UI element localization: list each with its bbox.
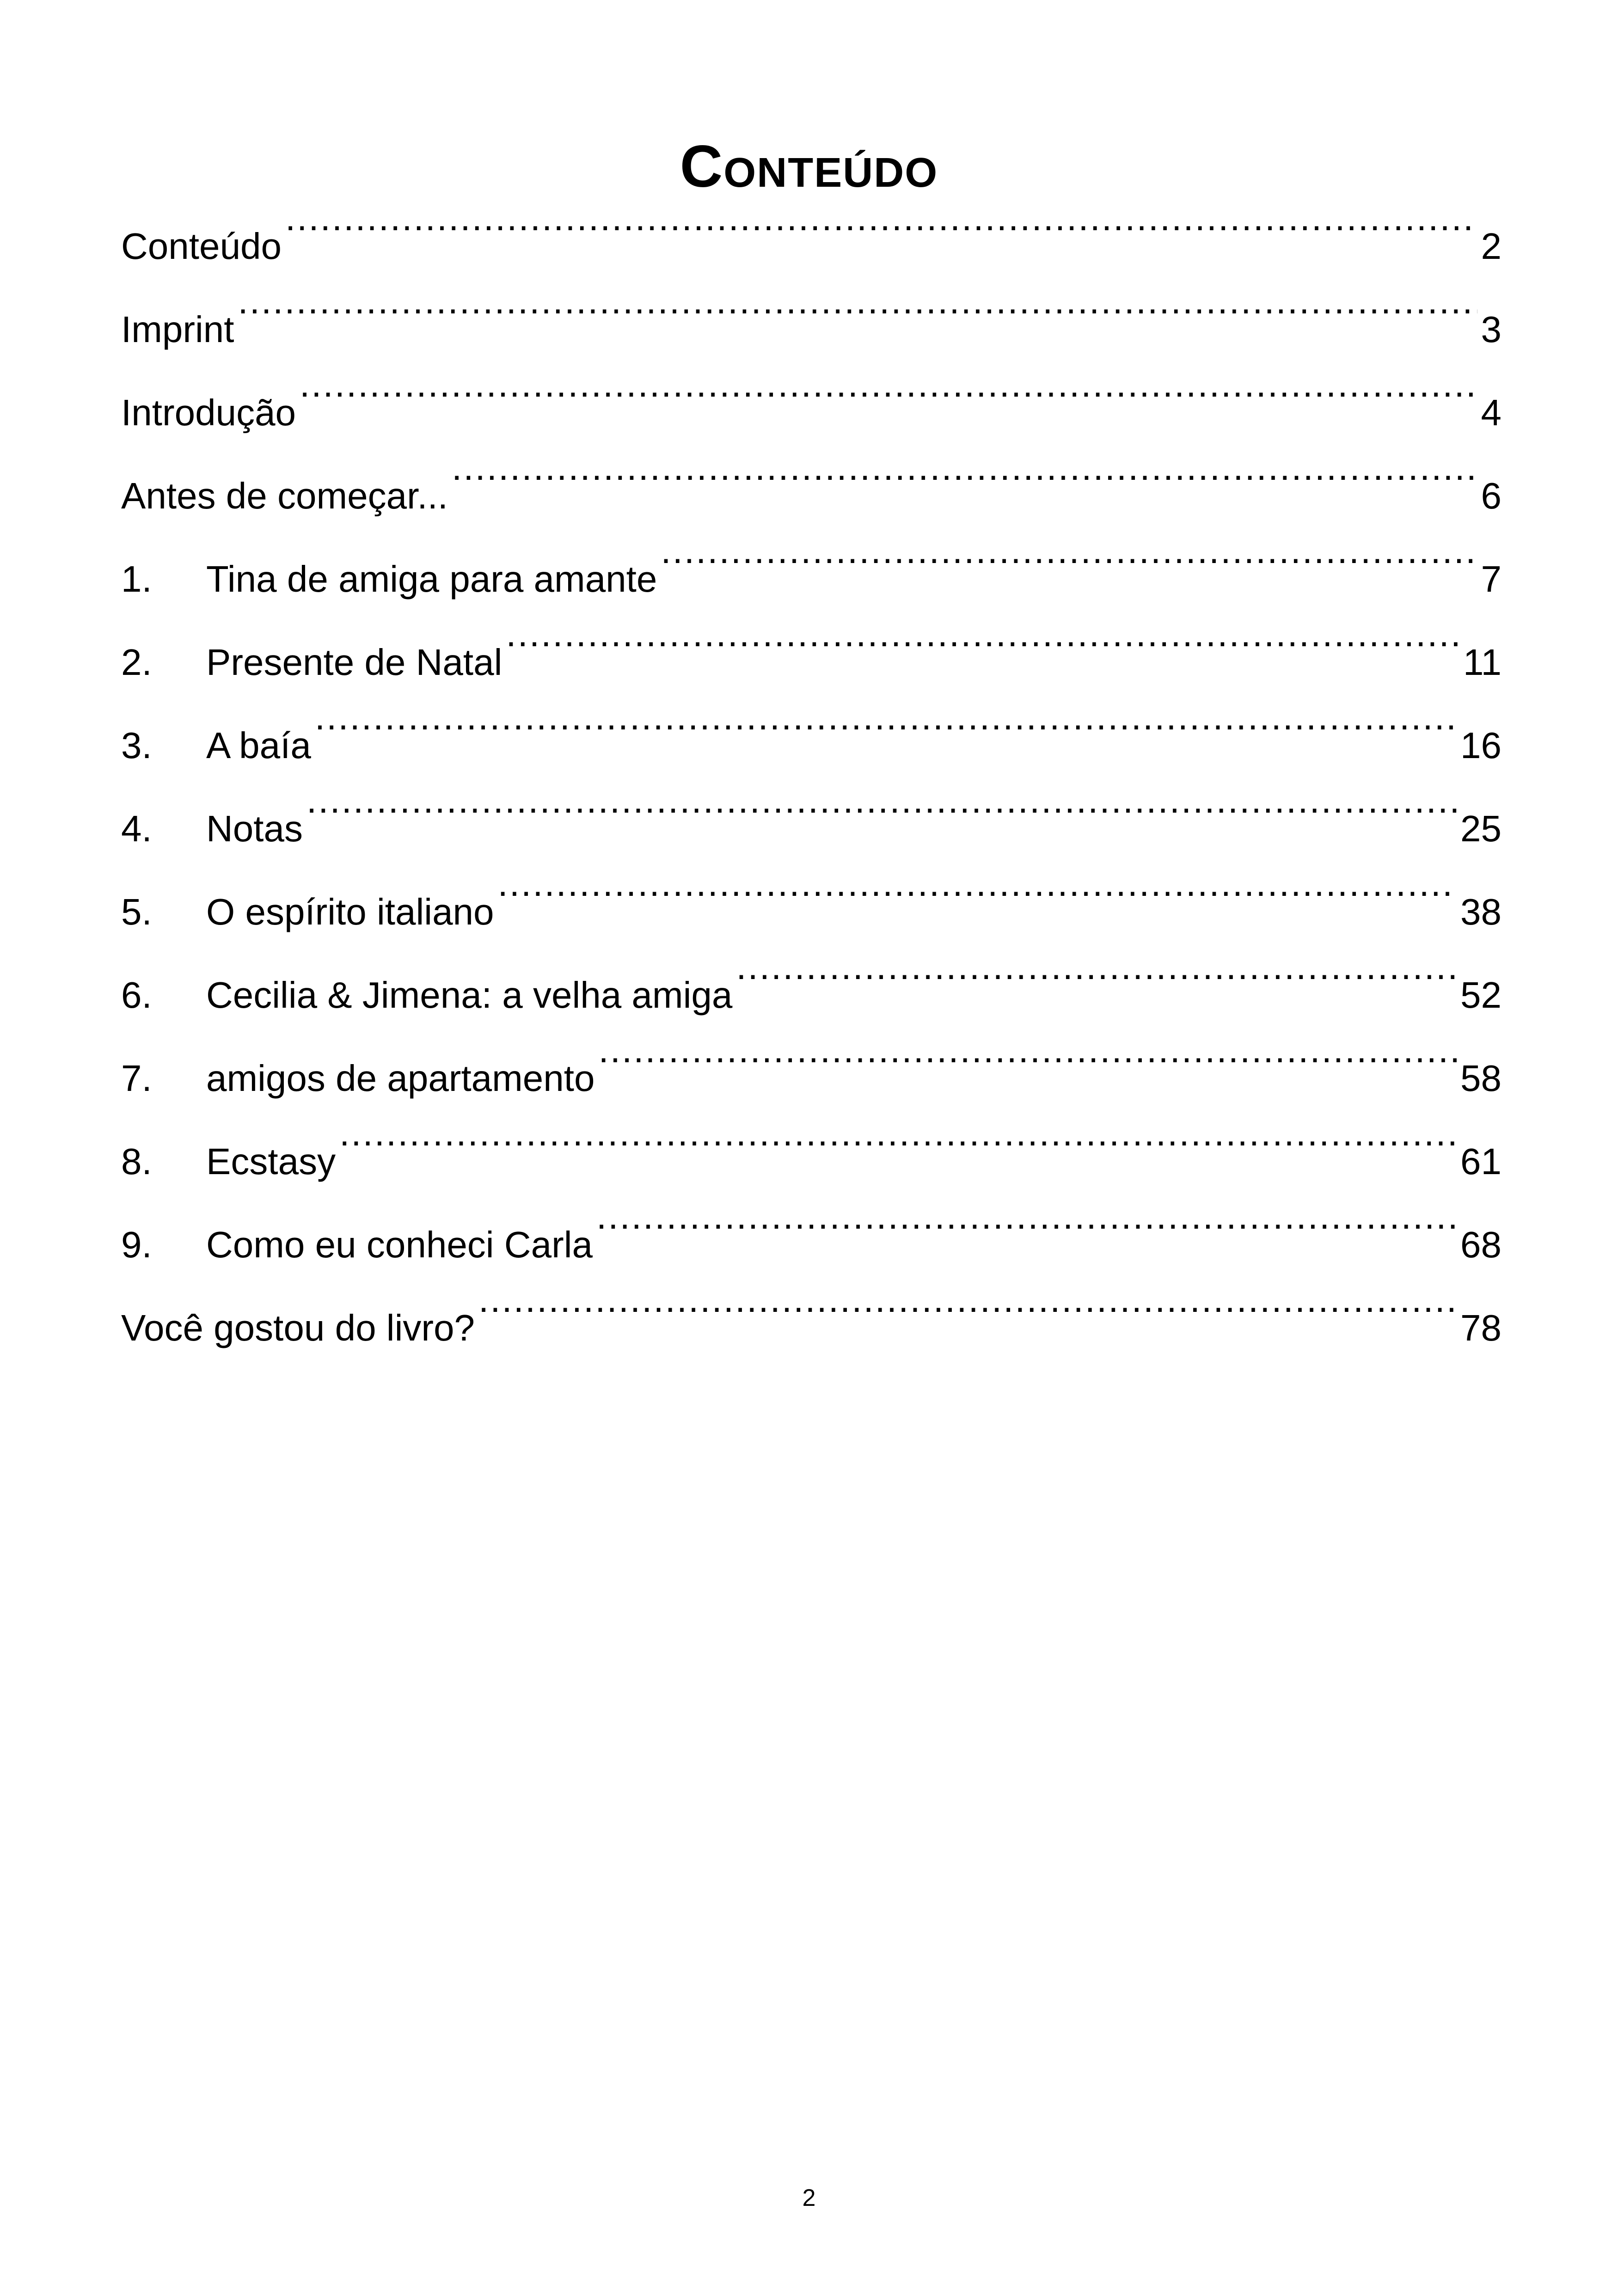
page-number: 2 xyxy=(802,2185,816,2211)
toc-entry-number: 1. xyxy=(121,558,152,600)
toc-entry[interactable] xyxy=(121,698,1502,781)
toc-entry-label: Como eu conheci Carla xyxy=(206,1224,593,1265)
toc-entry-page: 2 xyxy=(1481,226,1502,267)
dot-leader xyxy=(498,864,1457,925)
toc-entry[interactable] xyxy=(121,1197,1502,1280)
toc-entry-label: Introdução xyxy=(121,392,296,433)
toc-entry-label: Antes de começar... xyxy=(121,475,448,516)
toc-entry[interactable] xyxy=(121,282,1502,365)
toc-entry[interactable] xyxy=(121,1031,1502,1114)
table-of-contents xyxy=(121,199,1502,1364)
toc-entry[interactable] xyxy=(121,781,1502,864)
toc-entry-page: 4 xyxy=(1481,392,1502,433)
toc-entry-label: amigos de apartamento xyxy=(206,1058,595,1099)
toc-entry[interactable] xyxy=(121,615,1502,698)
toc-entry-number: 4. xyxy=(121,808,152,849)
dot-leader xyxy=(300,365,1477,425)
toc-entry-page: 25 xyxy=(1460,808,1502,849)
toc-entry-label: Conteúdo xyxy=(121,226,282,267)
toc-entry[interactable] xyxy=(121,1114,1502,1197)
toc-entry-label: Tina de amiga para amante xyxy=(206,558,657,600)
dot-leader xyxy=(599,1031,1457,1091)
toc-entry-label: Presente de Natal xyxy=(206,642,503,683)
toc-entry-label: Imprint xyxy=(121,309,234,350)
toc-entry-number: 3. xyxy=(121,725,152,766)
dot-leader xyxy=(661,532,1477,592)
dot-leader xyxy=(506,615,1459,675)
dot-leader xyxy=(596,1197,1457,1257)
toc-entry-label: A baía xyxy=(206,725,311,766)
toc-entry-number: 7. xyxy=(121,1058,152,1099)
toc-entry-page: 3 xyxy=(1481,309,1502,350)
toc-entry-page: 16 xyxy=(1460,725,1502,766)
toc-entry[interactable] xyxy=(121,365,1502,448)
dot-leader xyxy=(478,1280,1457,1341)
toc-entry[interactable] xyxy=(121,1280,1502,1364)
dot-leader xyxy=(452,448,1477,508)
toc-entry-page: 61 xyxy=(1460,1141,1502,1182)
toc-entry-page: 38 xyxy=(1460,891,1502,932)
toc-entry-page: 58 xyxy=(1460,1058,1502,1099)
toc-entry-page: 78 xyxy=(1460,1307,1502,1348)
toc-entry[interactable] xyxy=(121,532,1502,615)
toc-entry[interactable] xyxy=(121,864,1502,948)
toc-entry-label: Você gostou do livro? xyxy=(121,1307,475,1348)
toc-entry[interactable] xyxy=(121,448,1502,532)
toc-entry-page: 7 xyxy=(1481,558,1502,600)
dot-leader xyxy=(315,698,1457,758)
toc-entry-number: 9. xyxy=(121,1224,152,1265)
toc-entry-label: Cecilia & Jimena: a velha amiga xyxy=(206,974,733,1016)
toc-entry-label: Notas xyxy=(206,808,303,849)
dot-leader xyxy=(285,199,1477,259)
toc-entry-label: O espírito italiano xyxy=(206,891,494,932)
toc-entry-number: 6. xyxy=(121,974,152,1016)
dot-leader xyxy=(339,1114,1457,1174)
dot-leader xyxy=(238,282,1477,342)
toc-entry-label: Ecstasy xyxy=(206,1141,336,1182)
toc-entry-page: 11 xyxy=(1463,642,1502,683)
toc-entry-number: 5. xyxy=(121,891,152,932)
toc-entry-page: 68 xyxy=(1460,1224,1502,1265)
dot-leader xyxy=(306,781,1457,841)
page-title: Conteúdo xyxy=(680,133,938,200)
dot-leader xyxy=(736,948,1457,1008)
toc-entry-number: 2. xyxy=(121,642,152,683)
toc-entry-page: 6 xyxy=(1481,475,1502,516)
toc-entry-number: 8. xyxy=(121,1141,152,1182)
toc-entry[interactable] xyxy=(121,948,1502,1031)
toc-entry[interactable] xyxy=(121,199,1502,282)
toc-entry-page: 52 xyxy=(1460,974,1502,1016)
